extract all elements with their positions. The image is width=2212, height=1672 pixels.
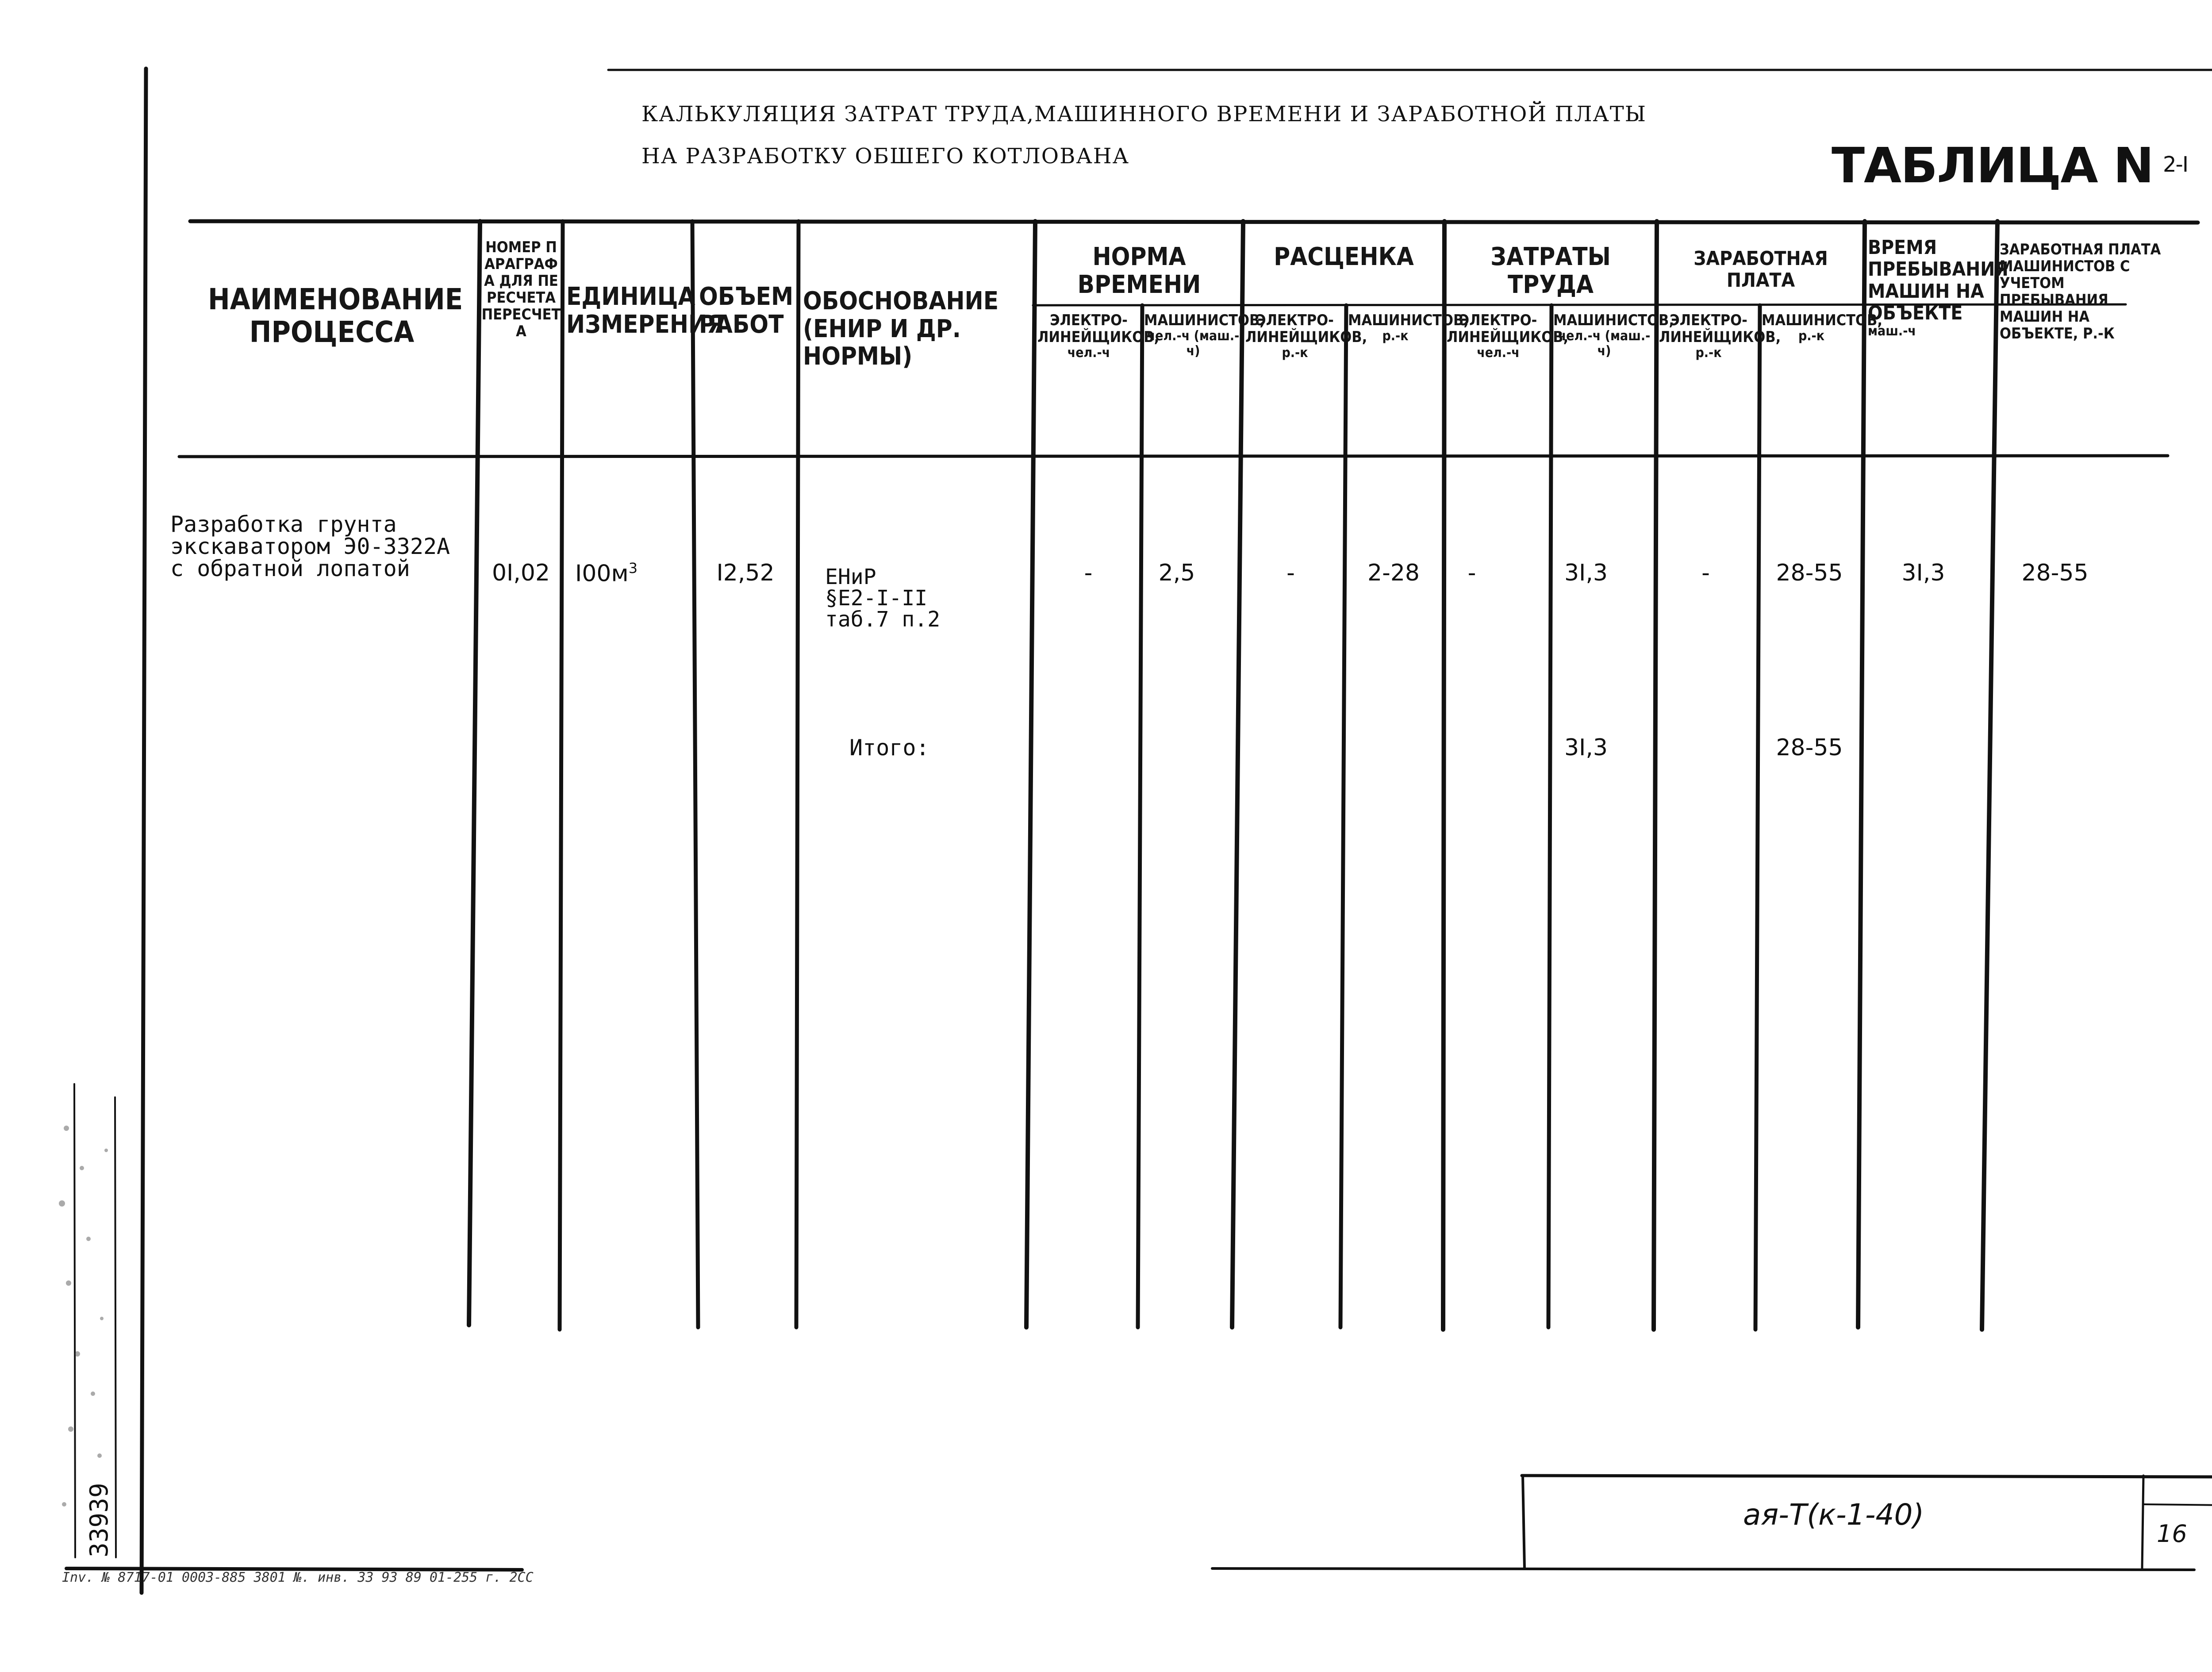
subheader-label: ЭЛЕКТРО-ЛИНЕЙЩИКОВ, <box>1447 311 1569 346</box>
subheader-unit: р.-к <box>1798 328 1825 344</box>
header-process-name: НАИМЕНОВАНИЕ ПРОЦЕССА <box>208 282 463 349</box>
header-machine-time-label: ВРЕМЯ ПРЕБЫВАНИЯ МАШИН НА ОБЪЕКТЕ <box>1868 236 2008 324</box>
stamp-page-number: 16 <box>2157 1520 2187 1548</box>
table-label: ТАБЛИЦА N <box>1832 137 2153 194</box>
subheader-label: ЭЛЕКТРО-ЛИНЕЙЩИКОВ, <box>1245 311 1367 346</box>
total-label: Итого: <box>849 735 929 761</box>
header-rate: РАСЦЕНКА <box>1274 242 1414 271</box>
subheader-wage-electric <box>1659 311 1781 361</box>
table-number-label <box>1832 137 2188 194</box>
stamp-document-code: ая-Т(к-1-40) <box>1743 1498 1924 1532</box>
row-unit-superscript: 3 <box>628 560 638 577</box>
row-rate-machinist: 2-28 <box>1367 560 1420 586</box>
subheader-label: ЭЛЕКТРО-ЛИНЕЙЩИКОВ, <box>1659 311 1781 346</box>
header-paragraph-number: НОМЕР ПАРАГРАФА ДЛЯ ПЕРЕСЧЕТА ПЕРЕСЧЕТА <box>481 238 561 341</box>
row-unit-value: I00м <box>575 560 629 587</box>
table-number: 2-I <box>2162 152 2188 177</box>
subheader-unit: чел.-ч (маш.-ч) <box>1558 328 1651 359</box>
header-labor-cost: ЗАТРАТЫ ТРУДА <box>1490 242 1611 299</box>
row-volume: I2,52 <box>716 560 775 586</box>
row-labor-electric: - <box>1467 560 1476 586</box>
row-norm-electric: - <box>1084 560 1093 586</box>
subheader-label: МАШИНИСТОВ, <box>1144 311 1265 329</box>
row-paragraph: 0I,02 <box>492 560 550 586</box>
document-title-line-1: КАЛЬКУЛЯЦИЯ ЗАТРАТ ТРУДА,МАШИННОГО ВРЕМЕНИ И ЗАРАБОТНОЙ ПЛАТЫ <box>641 102 1647 127</box>
subheader-rate-machinist <box>1348 311 1469 344</box>
total-wage-machinist: 28-55 <box>1776 734 1843 761</box>
header-wage: ЗАРАБОТНАЯ ПЛАТА <box>1694 247 1828 292</box>
subheader-label: ЭЛЕКТРО-ЛИНЕЙЩИКОВ, <box>1037 311 1160 346</box>
subheader-norm-machinist <box>1144 311 1265 359</box>
header-unit-of-measure: ЕДИНИЦА ИЗМЕРЕНИЯ <box>566 282 724 339</box>
document-title-line-2: НА РАЗРАБОТКУ ОБШЕГО КОТЛОВАНА <box>641 144 1129 169</box>
footer-inventory-note: Inv. № 8717-01 0003-885 3801 №. инв. 33 93 89 01-255 г. 2СС <box>62 1570 534 1585</box>
subheader-unit: р.-к <box>1695 345 1722 361</box>
row-wage-total: 28-55 <box>2021 560 2089 586</box>
row-norm-machinist: 2,5 <box>1158 560 1195 586</box>
row-wage-machinist: 28-55 <box>1776 560 1843 586</box>
header-machine-time-unit: маш.-ч <box>1868 323 1916 339</box>
header-time-norm: НОРМА ВРЕМЕНИ <box>1077 242 1201 299</box>
subheader-unit: р.-к <box>1382 328 1409 344</box>
header-basis: ОБОСНОВАНИЕ (ЕНИР И ДР. НОРМЫ) <box>803 287 999 371</box>
row-basis: ЕНиР §Е2-I-II таб.7 п.2 <box>825 565 941 632</box>
row-unit <box>575 560 637 587</box>
subheader-unit: чел.-ч <box>1067 345 1110 361</box>
subheader-label: МАШИНИСТОВ, <box>1762 311 1882 329</box>
header-wage-total: ЗАРАБОТНАЯ ПЛАТА МАШИНИСТОВ С УЧЕТОМ ПРЕБЫВАНИЯ МАШИН НА ОБЪЕКТЕ, Р.-К <box>2000 241 2161 343</box>
subheader-norm-electric <box>1037 311 1160 361</box>
subheader-label: МАШИНИСТОВ, <box>1553 311 1674 329</box>
subheader-unit: р.-к <box>1282 345 1308 361</box>
header-work-volume: ОБЪЕМ РАБОТ <box>699 282 794 339</box>
row-rate-electric: - <box>1286 560 1295 586</box>
subheader-labor-electric <box>1447 311 1569 361</box>
total-labor-machinist: 3I,3 <box>1564 734 1608 761</box>
subheader-labor-machinist <box>1553 311 1674 359</box>
row-process-name: Разработка грунта экскаватором Э0-3322А с обратной лопатой <box>170 511 450 581</box>
subheader-rate-electric <box>1245 311 1367 361</box>
subheader-unit: чел.-ч <box>1477 345 1520 361</box>
subheader-wage-machinist <box>1762 311 1882 344</box>
archive-number: 33939 <box>85 1483 114 1557</box>
row-wage-electric: - <box>1701 560 1710 586</box>
subheader-unit: чел.-ч (маш.-ч) <box>1147 328 1240 359</box>
subheader-label: МАШИНИСТОВ, <box>1348 311 1469 329</box>
header-machine-time <box>1868 236 2008 339</box>
row-labor-machinist: 3I,3 <box>1564 560 1608 586</box>
row-machine-time: 3I,3 <box>1901 560 1945 586</box>
